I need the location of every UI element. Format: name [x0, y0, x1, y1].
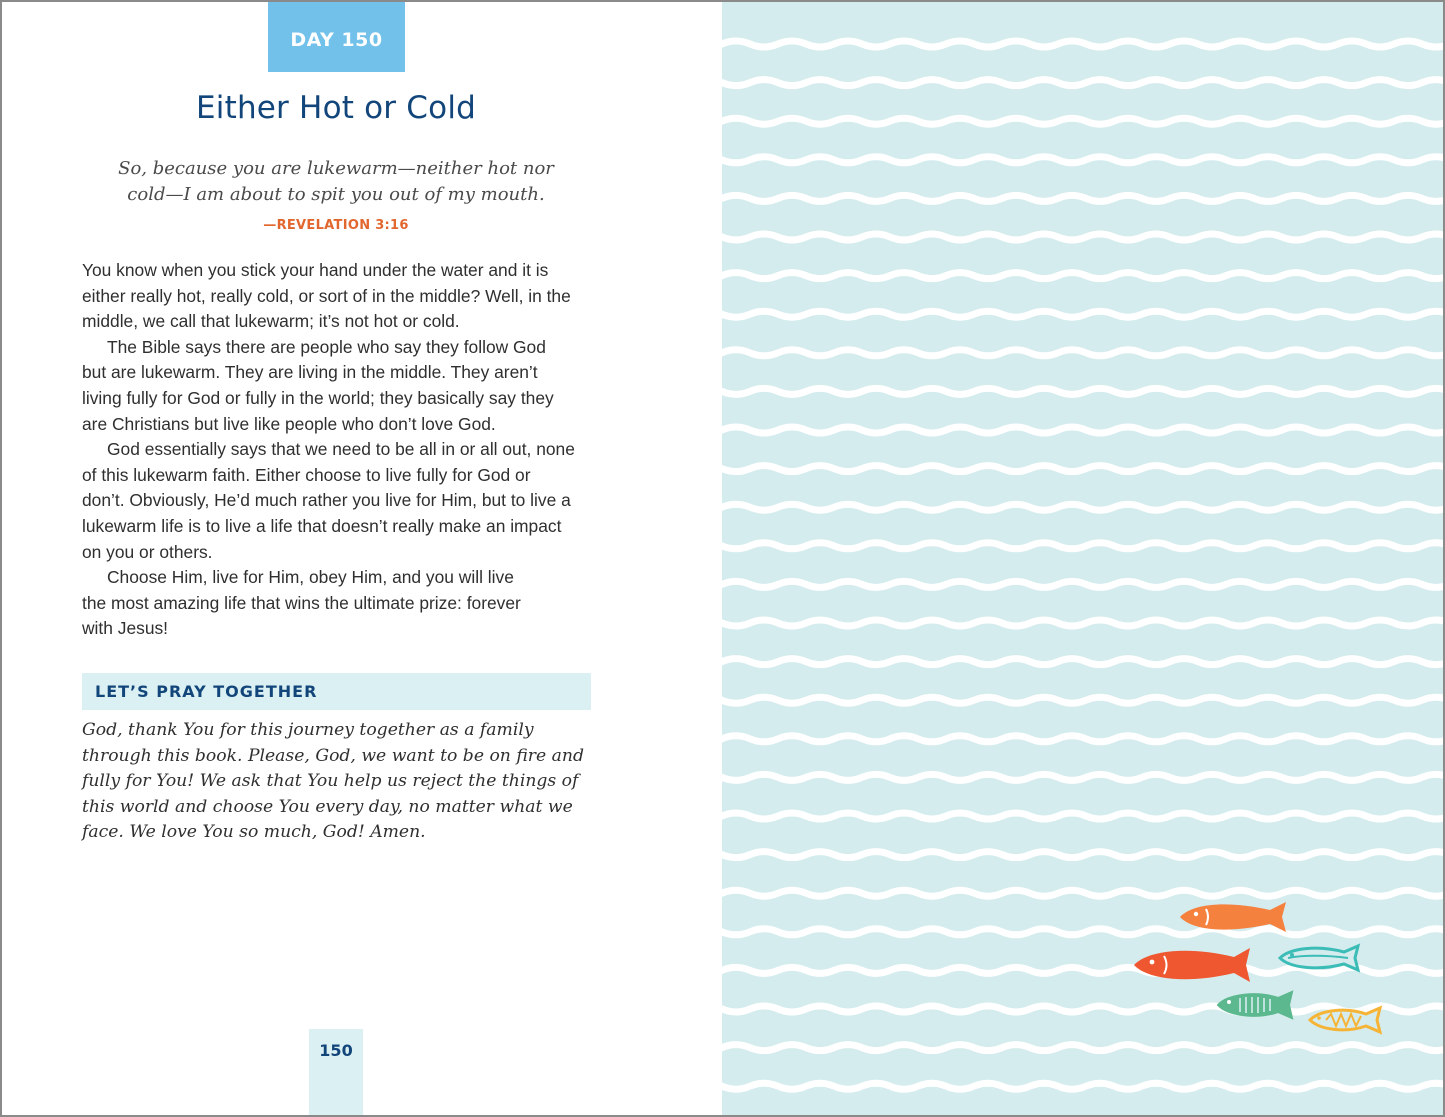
- wave-line: [722, 967, 1443, 973]
- page-number: [309, 1029, 363, 1115]
- wave-line: [722, 311, 1443, 317]
- wave-line: [722, 504, 1443, 510]
- book-spread: [2, 2, 1443, 1115]
- prayer-line: this world and choose You every day, no matter what we: [82, 796, 573, 817]
- day-tab: [268, 2, 405, 72]
- red-fish-icon: [1134, 948, 1250, 982]
- prayer-text: [82, 718, 597, 846]
- body-line: don’t. Obviously, He’d much rather you live for Him, but to live a: [82, 490, 571, 511]
- scripture-verse: [112, 156, 560, 208]
- wave-line: [722, 890, 1443, 896]
- water-illustration-page: [722, 2, 1443, 1115]
- devotional-body: [82, 258, 597, 642]
- body-line: of this lukewarm faith. Either choose to live fully for God or: [82, 464, 531, 485]
- body-line: living fully for God or fully in the world; they basically say they: [82, 387, 554, 408]
- prayer-line: face. We love You so much, God! Amen.: [82, 822, 426, 843]
- wave-line: [722, 80, 1443, 86]
- wave-line: [722, 427, 1443, 433]
- pray-heading-label: LET’S PRAY TOGETHER: [95, 682, 318, 701]
- body-line: the most amazing life that wins the ultimate prize: forever: [82, 592, 521, 613]
- wave-line: [722, 1045, 1443, 1051]
- left-page: [2, 2, 722, 1115]
- wave-line: [722, 774, 1443, 780]
- body-line: either really hot, really cold, or sort of in the middle? Well, in the: [82, 285, 571, 306]
- wave-line: [722, 736, 1443, 742]
- wave-line: [722, 41, 1443, 47]
- body-line: The Bible says there are people who say they follow God: [107, 336, 546, 357]
- body-line: God essentially says that we need to be all in or all out, none: [107, 439, 575, 460]
- green-fish-icon: [1218, 992, 1292, 1018]
- body-line: You know when you stick your hand under the water and it is: [82, 260, 549, 280]
- prayer-line: God, thank You for this journey together as a family: [82, 720, 534, 740]
- body-line: but are lukewarm. They are living in the middle. They aren’t: [82, 362, 538, 383]
- body-line: lukewarm life is to live a life that doesn’t really make an impact: [82, 515, 562, 536]
- body-line: with Jesus!: [82, 618, 169, 639]
- wave-line: [722, 581, 1443, 587]
- verse-line: cold—I am about to spit you out of my mouth.: [127, 184, 545, 205]
- body-line: middle, we call that lukewarm; it’s not hot or cold.: [82, 311, 460, 332]
- pray-together-heading: [82, 673, 591, 710]
- wave-line: [722, 234, 1443, 240]
- body-line: Choose Him, live for Him, obey Him, and you will live: [107, 567, 514, 588]
- verse-line: So, because you are lukewarm—neither hot nor: [118, 158, 554, 179]
- wave-line: [722, 273, 1443, 279]
- body-line: are Christians but live like people who don’t love God.: [82, 413, 496, 434]
- body-paragraph: [82, 335, 597, 437]
- wave-line: [722, 697, 1443, 703]
- day-label: DAY 150: [290, 29, 383, 51]
- wave-line: [722, 813, 1443, 819]
- wave-line: [722, 350, 1443, 356]
- wave-line: [722, 852, 1443, 858]
- wave-line: [722, 118, 1443, 124]
- wave-line: [722, 466, 1443, 472]
- body-paragraph: [82, 565, 597, 642]
- devotional-title: Either Hot or Cold: [195, 90, 477, 126]
- wave-line: [722, 929, 1443, 935]
- prayer-line: fully for You! We ask that You help us reject the things of: [82, 771, 579, 792]
- water-illustration: [722, 2, 1443, 1115]
- yellow-fish-icon: [1310, 1008, 1380, 1032]
- wave-line: [722, 620, 1443, 626]
- wave-line: [722, 157, 1443, 163]
- verse-reference: —REVELATION 3:16: [263, 218, 409, 233]
- wave-line: [722, 543, 1443, 549]
- prayer-line: through this book. Please, God, we want to be on fire and: [82, 745, 584, 766]
- wave-line: [722, 388, 1443, 394]
- body-line: on you or others.: [82, 541, 213, 562]
- body-paragraph: [82, 258, 597, 335]
- page-number-label: 150: [319, 1041, 353, 1060]
- wave-line: [722, 1083, 1443, 1089]
- wave-pattern: [722, 41, 1443, 1089]
- body-paragraph: [82, 437, 597, 565]
- wave-line: [722, 659, 1443, 665]
- wave-line: [722, 195, 1443, 201]
